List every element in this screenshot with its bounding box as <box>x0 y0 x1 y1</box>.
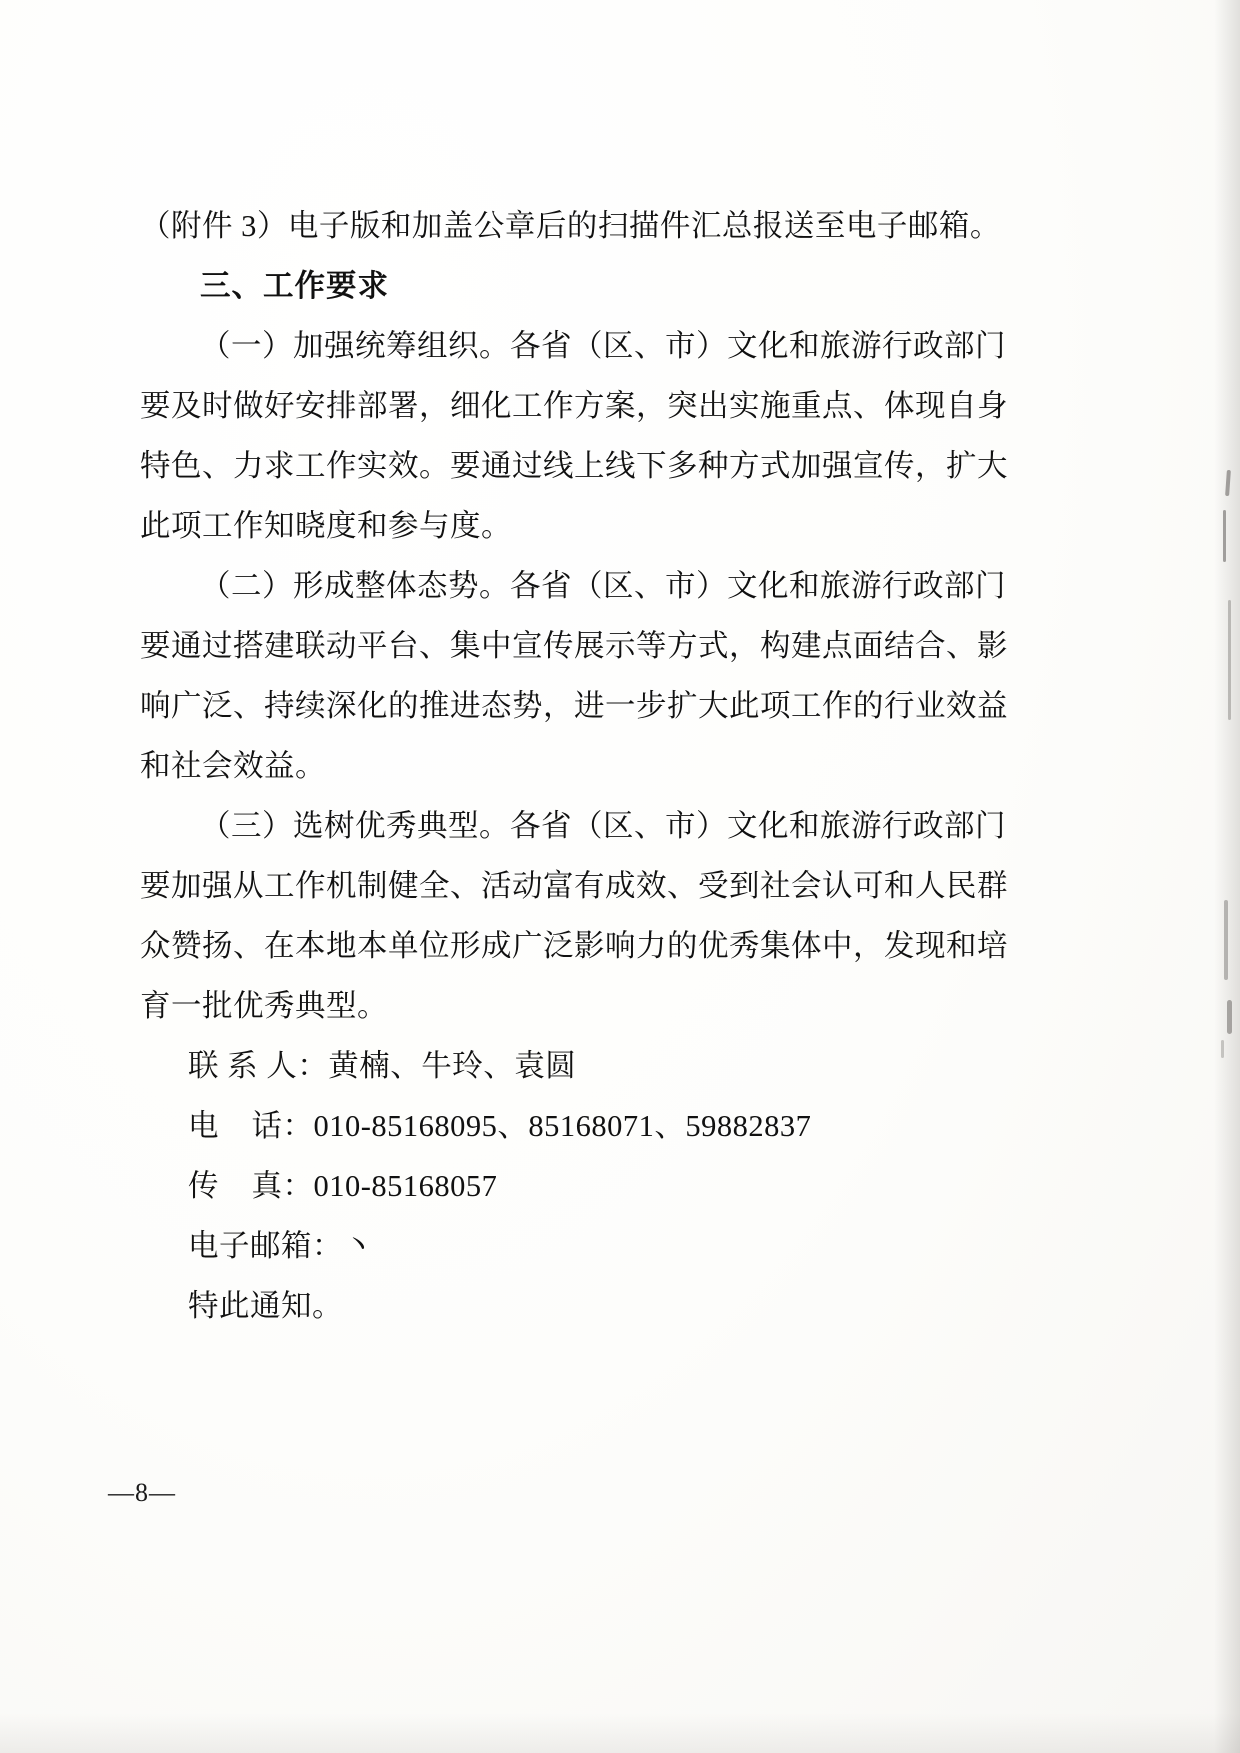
contact-fax <box>140 1156 970 1216</box>
contact-person <box>140 1036 970 1096</box>
paragraph-line: 育一批优秀典型。 <box>140 989 388 1023</box>
paragraph-1 <box>140 316 1008 556</box>
contact-email-label: 电子邮箱： <box>188 1229 343 1263</box>
continuation-line: （附件 3）电子版和加盖公章后的扫描件汇总报送至电子邮箱。 <box>140 209 1001 243</box>
contact-phone <box>140 1096 970 1156</box>
paragraph-line: 要及时做好安排部署，细化工作方案，突出实施重点、体现自身 <box>140 389 1008 423</box>
document-body <box>140 196 1008 1336</box>
paragraph-3 <box>140 796 1008 1036</box>
scan-right-shadow <box>1214 0 1240 1753</box>
contact-fax-value: 010-85168057 <box>313 1169 498 1203</box>
paragraph-line: （一）加强统筹组织。各省（区、市）文化和旅游行政部门 <box>200 329 1006 363</box>
page-number: —8— <box>108 1478 176 1507</box>
scan-edge-artifact <box>1223 510 1226 562</box>
contact-phone-label: 电 话： <box>188 1109 314 1143</box>
contact-email-value: 丶 <box>343 1229 374 1263</box>
contact-person-label: 联 系 人： <box>188 1049 329 1083</box>
paragraph-line: 此项工作知晓度和参与度。 <box>140 509 512 543</box>
paragraph-line: （二）形成整体态势。各省（区、市）文化和旅游行政部门 <box>200 569 1006 603</box>
section-heading: 三、工作要求 <box>200 269 389 303</box>
scan-edge-artifact <box>1224 900 1228 980</box>
scan-bottom-shadow <box>0 1713 1240 1753</box>
paragraph-line: （三）选树优秀典型。各省（区、市）文化和旅游行政部门 <box>200 809 1006 843</box>
paragraph-line: 和社会效益。 <box>140 749 326 783</box>
paragraph-line: 响广泛、持续深化的推进态势，进一步扩大此项工作的行业效益 <box>140 689 1008 723</box>
closing-line: 特此通知。 <box>188 1289 343 1323</box>
contact-fax-label: 传 真： <box>188 1169 314 1203</box>
contact-block <box>140 1036 970 1336</box>
scan-edge-artifact <box>1221 1040 1224 1058</box>
paragraph-line: 要加强从工作机制健全、活动富有成效、受到社会认可和人民群 <box>140 869 1008 903</box>
paragraph-line: 众赞扬、在本地本单位形成广泛影响力的优秀集体中，发现和培 <box>140 929 1008 963</box>
contact-person-value: 黄楠、牛玲、袁圆 <box>328 1049 577 1083</box>
scan-edge-artifact <box>1227 1000 1232 1034</box>
scan-edge-artifact <box>1225 470 1231 496</box>
paragraph-2 <box>140 556 1008 796</box>
contact-email <box>140 1216 970 1276</box>
paragraph-line: 要通过搭建联动平台、集中宣传展示等方式，构建点面结合、影 <box>140 629 1008 663</box>
scan-edge-artifact <box>1228 600 1231 720</box>
contact-phone-value: 010-85168095、85168071、59882837 <box>313 1109 812 1143</box>
paragraph-line: 特色、力求工作实效。要通过线上线下多种方式加强宣传，扩大 <box>140 449 1008 483</box>
